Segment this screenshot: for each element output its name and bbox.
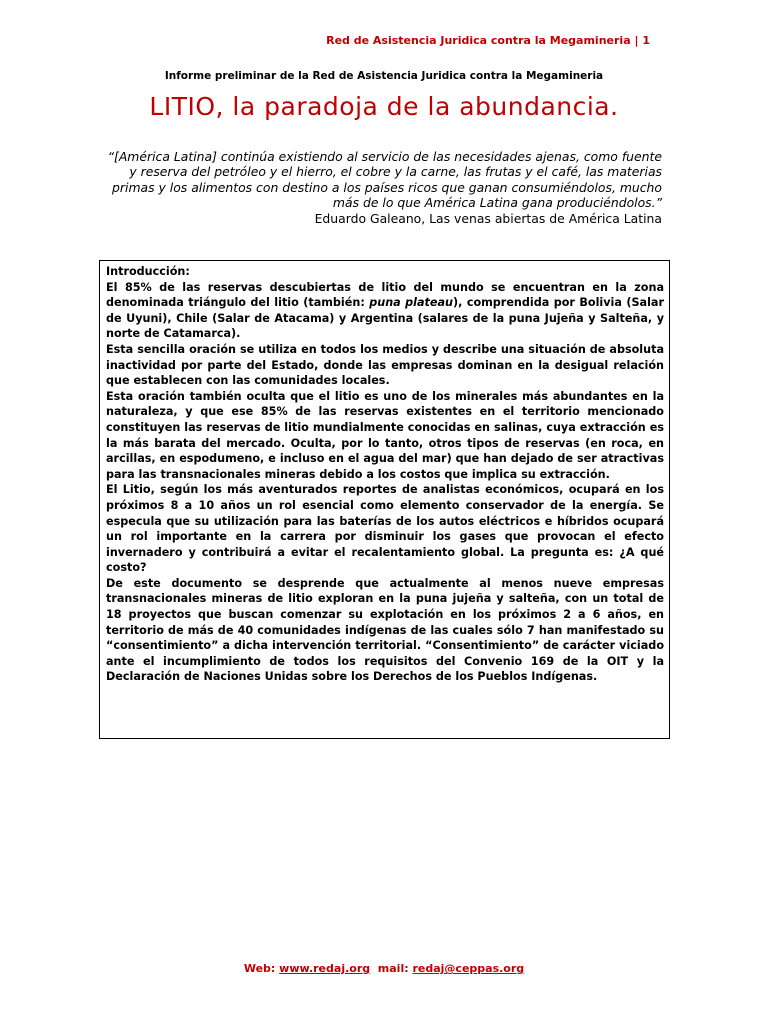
intro-paragraph-3: Esta oración también oculta que el litio es uno de los minerales más abundantes en la naturaleza, y que ese 85% de las reservas existentes en el territorio mencionado constituyen las reservas de litio mundialmente conocidas en salinas, cuya extracción es la más barata del mercado. Oculta, por lo tanto, otros tipos de reservas (en roca, en arcillas, en espodumeno, e incluso en el agua del mar) que han dejado de ser atractivas para las transnacionales mineras debido a los costos que implica su extracción. (106, 389, 664, 481)
running-title: Red de Asistencia Juridica contra la Megamineria (326, 34, 631, 47)
intro-p1-italic: puna plateau (369, 296, 454, 310)
footer-web-link[interactable]: www.redaj.org (279, 962, 371, 975)
page-footer (0, 962, 768, 975)
intro-paragraph-4: El Litio, según los más aventurados reportes de analistas económicos, ocupará en los próximos 8 a 10 años un rol esencial como elemento conservador de la energía. Se especula que su utilización para las baterías de los autos eléctricos e híbridos ocupará un rol importante en la carrera por disminuir los gases que provocan el efecto invernadero y contribuirá a evitar el recalentamiento global. La pregunta es: ¿A qué costo? (106, 483, 664, 575)
footer-mail-label: mail: (377, 962, 409, 975)
intro-p1-text-a: El 85% de las reservas descubiertas de litio del mundo se encuentran en la zona denominada triángulo del litio (también: (106, 280, 664, 310)
intro-paragraph-1 (106, 280, 664, 342)
document-title: LITIO, la paradoja de la abundancia. (149, 92, 619, 121)
header-separator: | (634, 34, 639, 47)
quote-author: Eduardo Galeano, Las venas abiertas de América Latina (314, 210, 662, 226)
running-header (326, 34, 650, 47)
footer-mail-link[interactable]: redaj@ceppas.org (412, 962, 525, 975)
intro-paragraph-2: Esta sencilla oración se utiliza en todos los medios y describe una situación de absoluta inactividad por parte del Estado, donde las empresas dominan en la desigual relación que establecen con las comunidades locales. (106, 342, 664, 388)
quote-text: “[América Latina] continúa existiendo al servicio de las necesidades ajenas, como fuente y reserva del petróleo y el hierro, el cobre y la carne, las frutas y el café, las materias primas y los alimentos con destino a los países ricos que ganan consumiéndolos, mucho más de lo que América Latina gana produciéndolos.” (107, 149, 662, 211)
intro-heading: Introducción: (106, 265, 190, 278)
page-number: 1 (642, 34, 650, 47)
footer-web-label: Web: (243, 962, 276, 975)
intro-paragraph-5: De este documento se desprende que actualmente al menos nueve empresas transnacionales mineras de litio exploran en la puna jujeña y salteña, con un total de 18 proyectos que buscan comenzar su explotación en los próximos 2 a 6 años, en territorio de más de 40 comunidades indígenas de las cuales sólo 7 han manifestado su “consentimiento” a dicha intervención territorial. “Consentimiento” de carácter viciado ante el incumplimiento de todos los requisitos del Convenio 169 de la OIT y la Declaración de Naciones Unidas sobre los Derechos de los Pueblos Indígenas. (106, 576, 664, 684)
introduction-box (99, 260, 670, 739)
document-subtitle: Informe preliminar de la Red de Asistencia Juridica contra la Megamineria (164, 70, 604, 82)
intro-p1-text-b: ), comprendida por Bolivia (Salar de Uyuni), Chile (Salar de Atacama) y Argentina (salares de la puna Jujeña y Salteña, y norte de Catamarca). (106, 296, 664, 341)
epigraph-quote (102, 149, 662, 226)
